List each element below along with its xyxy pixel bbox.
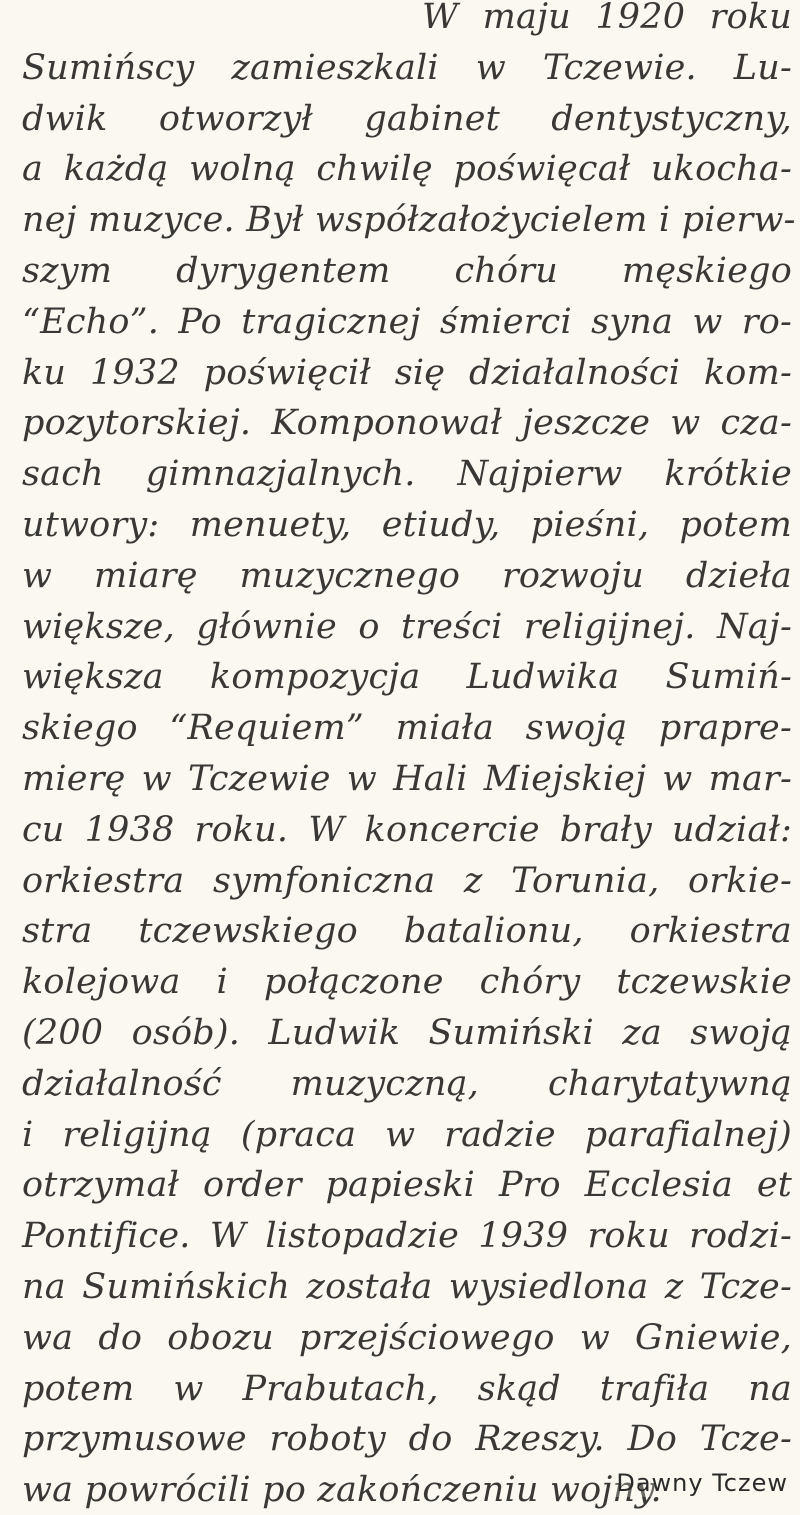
text-line: i religijną (praca w radzie parafialnej) <box>22 1114 792 1155</box>
text-line: na Sumińskich została wysiedlona z Tcze- <box>22 1266 792 1307</box>
text-line: sach gimnazjalnych. Najpierw krótkie <box>22 454 792 495</box>
text-line: orkiestra symfoniczna z Torunia, orkie- <box>22 860 792 901</box>
text-line: dwik otworzył gabinet dentystyczny, <box>22 98 792 139</box>
text-line: ku 1932 poświęcił się działalności kom- <box>22 352 792 393</box>
text-line: W maju 1920 roku <box>422 0 792 37</box>
text-line: utwory: menuety, etiudy, pieśni, potem <box>22 504 792 545</box>
text-line: działalność muzyczną, charytatywną <box>22 1063 792 1104</box>
text-line: Sumińscy zamieszkali w Tczewie. Lu- <box>22 47 792 88</box>
text-line: Pontifice. W listopadzie 1939 roku rodzi- <box>22 1216 792 1257</box>
text-line: otrzymał order papieski Pro Ecclesia et <box>22 1165 792 1206</box>
text-line: cu 1938 roku. W koncercie brały udział: <box>22 809 792 850</box>
text-line: szym dyrygentem chóru męskiego <box>22 250 792 291</box>
text-line: mierę w Tczewie w Hali Miejskiej w mar- <box>22 758 792 799</box>
text-line: w miarę muzycznego rozwoju dzieła <box>22 555 792 596</box>
text-line: większa kompozycja Ludwika Sumiń- <box>22 657 792 698</box>
text-line: “Echo”. Po tragicznej śmierci syna w ro- <box>22 301 792 342</box>
text-line: pozytorskiej. Komponował jeszcze w cza- <box>22 403 792 444</box>
text-line: wa powrócili po zakończeniu wojny. <box>22 1470 662 1511</box>
text-line: przymusowe roboty do Rzeszy. Do Tcze- <box>22 1419 792 1460</box>
text-line: wa do obozu przejściowego w Gniewie, <box>22 1317 792 1358</box>
text-line: potem w Prabutach, skąd trafiła na <box>22 1368 792 1409</box>
text-line: kolejowa i połączone chóry tczewskie <box>22 962 792 1003</box>
text-line: nej muzyce. Był współzałożycielem i pierw- <box>22 200 796 241</box>
text-line: większe, głównie o treści religijnej. Naj- <box>22 606 792 647</box>
watermark: Dawny Tczew <box>616 1469 788 1497</box>
text-line: (200 osób). Ludwik Sumiński za swoją <box>22 1012 792 1053</box>
text-line: stra tczewskiego batalionu, orkiestra <box>22 911 792 952</box>
text-line: skiego “Requiem” miała swoją prapre- <box>22 708 792 749</box>
article-text <box>22 0 796 1515</box>
text-line: a każdą wolną chwilę poświęcał ukocha- <box>22 149 792 190</box>
